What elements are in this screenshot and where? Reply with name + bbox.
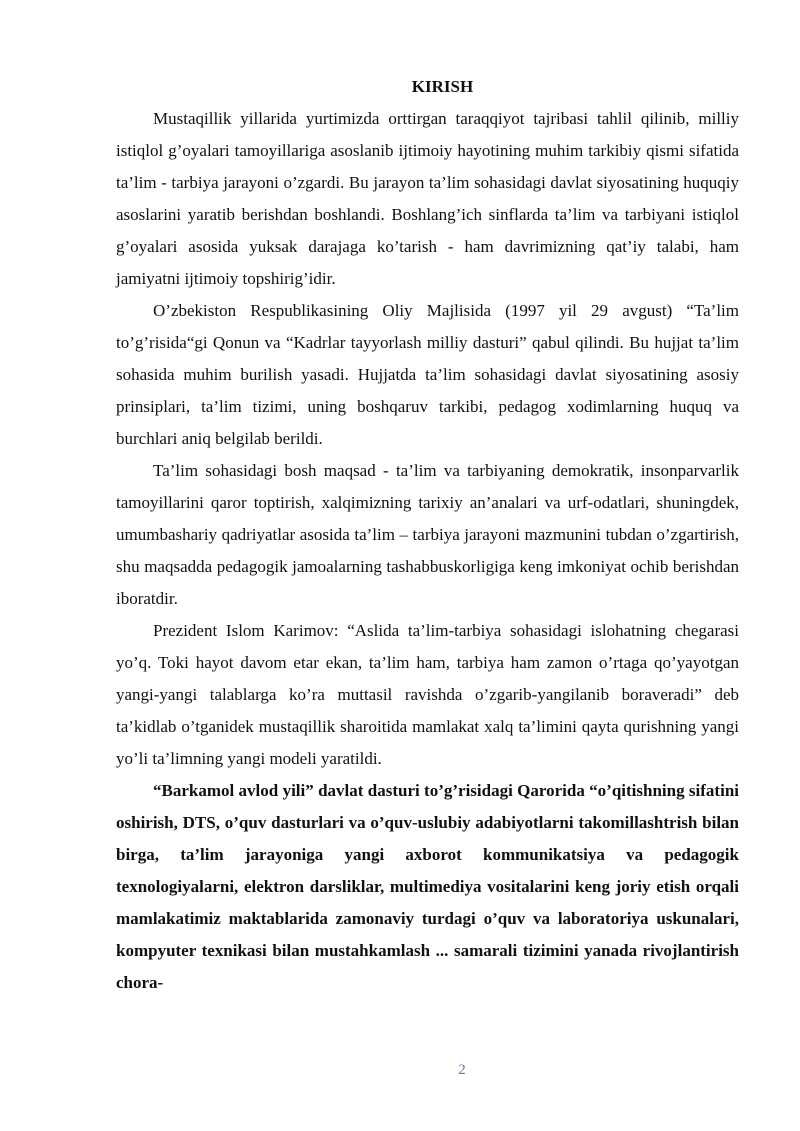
document-page [116,74,739,999]
paragraph-4: Prezident Islom Karimov: “Aslida ta’lim-tarbiya sohasidagi islohatning chegarasi yo’q. Toki hayot davom etar ekan, ta’lim ham, tarbiya ham zamon o’rtaga qo’yayotgan yangi-yangi talablarga ko’ra muttasil ravishda o’zgarib-yangilanib boraveradi” deb ta’kidlab o’tganidek mustaqillik sharoitida mamlakat xalq ta’limini qayta qurishning yangi yo’li ta’limning yangi modeli yaratildi. [116,621,739,768]
page-title: KIRISH [411,77,474,96]
bold-paragraph: “Barkamol avlod yili” davlat dasturi to’g’risidagi Qarorida “o’qitishning sifatini oshirish, DTS, o’quv dasturlari va o’quv-uslubiy adabiyotlarni takomillashtrish bilan birga, ta’lim jarayoniga yangi axborot kommunikatsiya va pedagogik texnologiyalarni, elektron darsliklar, multimediya vositalarini keng joriy etish orqali mamlakatimiz maktablarida zamonaviy turdagi o’quv va laboratoriya uskunalari, kompyuter texnikasi bilan mustahkamlash ... samarali tizimini yanada rivojlantirish chora- [116,781,739,992]
page-number: 2 [458,1062,466,1078]
paragraph-2: O’zbekiston Respublikasining Oliy Majlisida (1997 yil 29 avgust) “Ta’lim to’g’risida“gi Qonun va “Kadrlar tayyorlash milliy dasturi” qabul qilindi. Bu hujjat ta’lim sohasida muhim burilish yasadi. Hujjatda ta’lim sohasidagi davlat siyosatining asosiy prinsiplari, ta’lim tizimi, uning boshqaruv tarkibi, pedagog xodimlarning huquq va burchlari aniq belgilab berildi. [116,301,739,448]
paragraph-3: Ta’lim sohasidagi bosh maqsad - ta’lim va tarbiyaning demokratik, insonparvarlik tamoyillarini qaror toptirish, xalqimizning tarixiy an’analari va urf-odatlari, shuningdek, umumbashariy qadriyatlar asosida ta’lim – tarbiya jarayoni mazmunini tubdan o’zgartirish, shu maqsadda pedagogik jamoalarning tashabbuskorligiga keng imkoniyat ochib berishdan iboratdir. [116,461,739,608]
paragraph-1: Mustaqillik yillarida yurtimizda orttirgan taraqqiyot tajribasi tahlil qilinib, milliy istiqlol g’oyalari tamoyillariga asoslanib ijtimoiy hayotining muhim tarkibiy qismi sifatida ta’lim - tarbiya jarayoni o’zgardi. Bu jarayon ta’lim sohasidagi davlat siyosatining huquqiy asoslarini yaratib berishdan boshlandi. Boshlang’ich sinflarda ta’lim va tarbiyani istiqlol g’oyalari asosida yuksak darajaga ko’tarish - ham davrimizning qat’iy talabi, ham jamiyatni ijtimoiy topshirig’idir. [116,109,739,288]
